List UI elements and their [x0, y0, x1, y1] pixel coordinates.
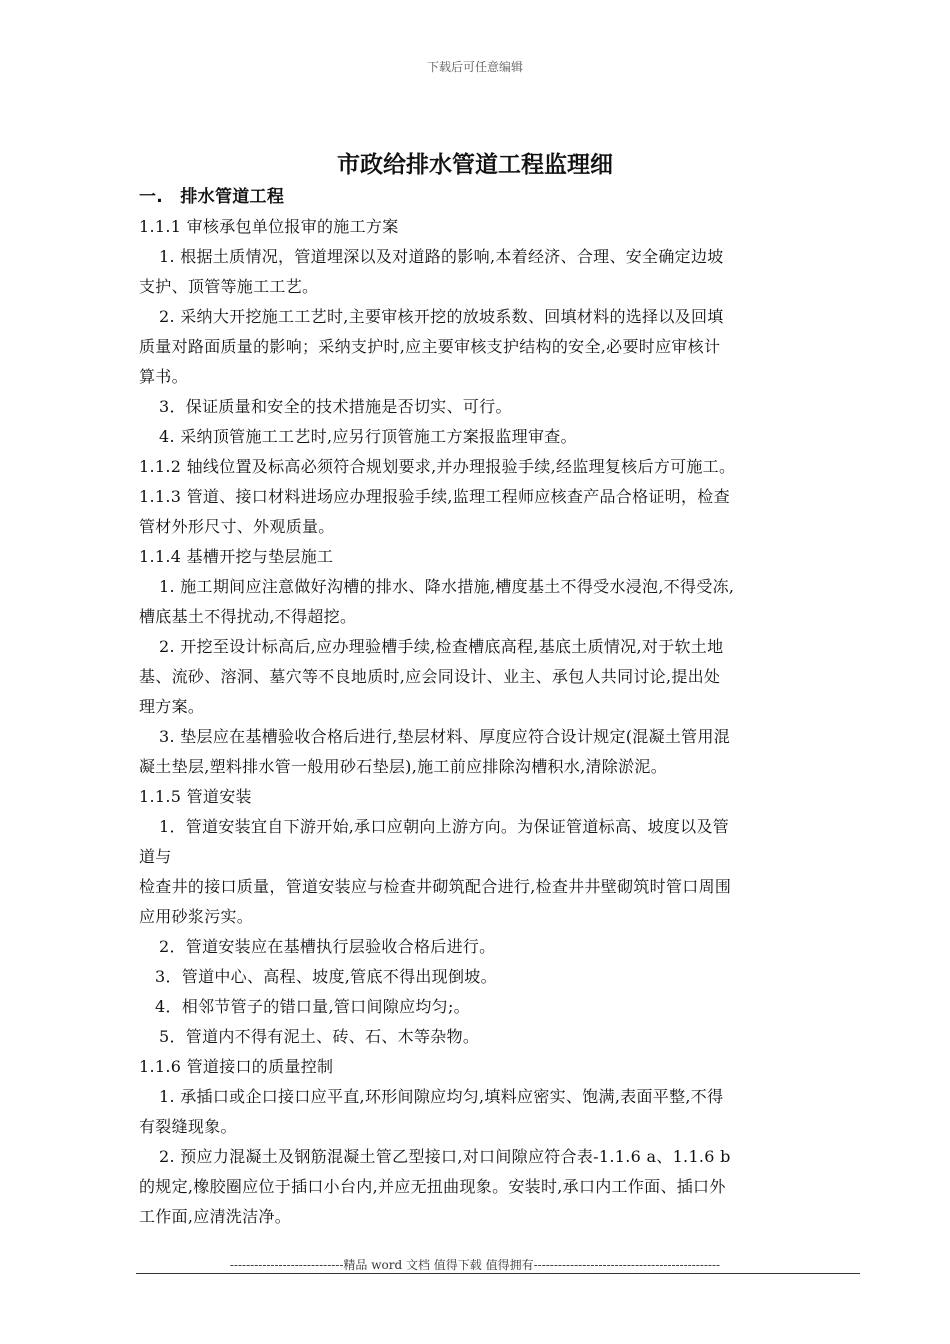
text-line: 支护、顶管等施工工艺。 — [139, 277, 319, 296]
text-line: 1. 根据土质情况，管道埋深以及对道路的影响,本着经济、合理、安全确定边坡 — [159, 247, 724, 266]
text-line: 2．管道安装应在基槽执行层验收合格后进行。 — [159, 937, 496, 956]
text-line: 2. 开挖至设计标高后,应办理验槽手续,检查槽底高程,基底土质情况,对于软土地 — [159, 637, 724, 656]
document-body — [139, 182, 839, 1232]
text-line: 质量对路面质量的影响；采纳支护时,应主要审核支护结构的安全,必要时应审核计 — [139, 337, 721, 356]
text-line: 凝土垫层,塑料排水管一般用砂石垫层),施工前应排除沟槽积水,清除淤泥。 — [139, 757, 668, 776]
text-line: 1．管道安装宜自下游开始,承口应朝向上游方向。为保证管道标高、坡度以及管 — [159, 817, 730, 836]
document-title: 市政给排水管道工程监理细 — [337, 152, 613, 178]
header-note: 下载后可任意编辑 — [426, 60, 523, 74]
footer-divider — [136, 1273, 860, 1274]
text-line: 算书。 — [139, 367, 188, 386]
text-line: 的规定,橡胶圈应位于插口小台内,并应无扭曲现象。安装时,承口内工作面、插口外 — [139, 1177, 726, 1196]
text-line: 2. 预应力混凝土及钢筋混凝土管乙型接口,对口间隙应符合表-1.1.6 a、1.1.6 b — [159, 1147, 731, 1166]
text-line: 4. 采纳顶管施工工艺时,应另行顶管施工方案报监理审查。 — [159, 427, 577, 446]
text-line: 3．保证质量和安全的技术措施是否切实、可行。 — [159, 397, 512, 416]
text-line: 工作面,应清洗洁净。 — [139, 1207, 292, 1226]
text-line: 1.1.2 轴线位置及标高必须符合规划要求,并办理报验手续,经监理复核后方可施工。 — [139, 457, 736, 476]
text-line: 基、流砂、溶洞、墓穴等不良地质时,应会同设计、业主、承包人共同讨论,提出处 — [139, 667, 721, 686]
text-line: 3．管道中心、高程、坡度,管底不得出现倒坡。 — [155, 967, 497, 986]
text-line: 3. 垫层应在基槽验收合格后进行,垫层材料、厚度应符合设计规定(混凝土管用混 — [159, 727, 731, 746]
text-line: 5．管道内不得有泥土、砖、石、木等杂物。 — [159, 1027, 480, 1046]
text-line: 1.1.1 审核承包单位报审的施工方案 — [139, 217, 399, 236]
text-line: 1.1.6 管道接口的质量控制 — [139, 1057, 334, 1076]
text-line: 理方案。 — [139, 697, 205, 716]
text-line: 1.1.5 管道安装 — [139, 787, 252, 806]
text-line: 检查井的接口质量，管道安装应与检查井砌筑配合进行,检查井井壁砌筑时管口周围 — [139, 877, 732, 896]
text-line: 管材外形尺寸、外观质量。 — [139, 517, 335, 536]
section-heading: 一. 排水管道工程 — [139, 187, 285, 207]
text-line: 1. 施工期间应注意做好沟槽的排水、降水措施,槽度基土不得受水浸泡,不得受冻, — [159, 577, 735, 596]
text-line: 2. 采纳大开挖施工工艺时,主要审核开挖的放坡系数、回填材料的选择以及回填 — [159, 307, 724, 326]
text-line: 槽底基土不得扰动,不得超挖。 — [139, 607, 357, 626]
text-line: 1.1.4 基槽开挖与垫层施工 — [139, 547, 334, 566]
text-line: 4．相邻节管子的错口量,管口间隙应均匀;。 — [155, 997, 470, 1016]
footer-text: ----------------------------精品 word 文档 值得下载 值得拥有---------------------------------------------- — [229, 1258, 721, 1272]
text-line: 有裂缝现象。 — [139, 1117, 237, 1136]
text-line: 1. 承插口或企口接口应平直,环形间隙应均匀,填料应密实、饱满,表面平整,不得 — [159, 1087, 724, 1106]
text-line: 应用砂浆污实。 — [139, 907, 254, 926]
text-line: 1.1.3 管道、接口材料进场应办理报验手续,监理工程师应核查产品合格证明，检查 — [139, 487, 730, 506]
text-line: 道与 — [139, 847, 172, 866]
